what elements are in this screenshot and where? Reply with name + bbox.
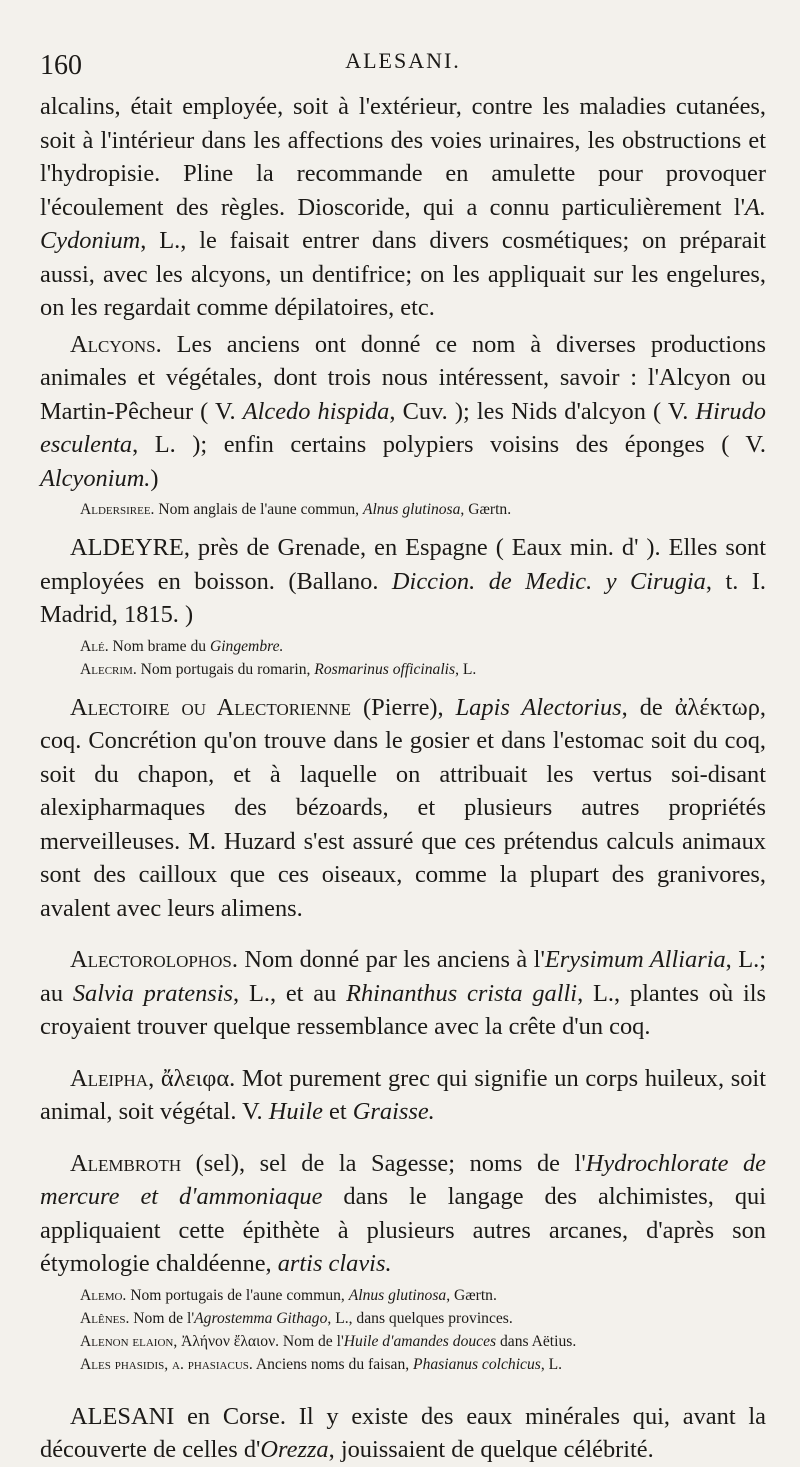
entry-ale: Alé. Nom brame du Gingembre. (80, 637, 284, 655)
entry-alcyons: Alcyons. Les anciens ont donné ce nom à diverses productions animales et végétales, dont trois nous intéressent, savoir : l'Alcyon ou Martin-Pêcheur ( V. Alcedo hispida, Cuv. ); les Nids d'alcyon ( V. Hirudo esculenta, L. ); enfin certains polypiers voisins des éponges ( V. Alcyonium.) (40, 330, 766, 492)
page-number: 160 (40, 50, 82, 81)
entry-alectorolophos: Alectorolophos. Nom donné par les anciens à l'Erysimum Alliaria, L.; au Salvia pratensis, L., et au Rhinanthus crista galli, L., plantes où ils croyaient trouver quelque ressemblance avec la crête d'un coq. (40, 946, 766, 1040)
running-title: ALESANI. (345, 48, 461, 73)
entry-alenon: Alenon elaion, Ἀλήνον ἔλαιον. Nom de l'Huile d'amandes douces dans Aëtius. (80, 1332, 577, 1350)
entry-aldersiree: Aldersiree. Nom anglais de l'aune commun, Alnus glutinosa, Gærtn. (80, 501, 512, 518)
entry-alembroth: Alembroth (sel), sel de la Sagesse; noms de l'Hydrochlorate de mercure et d'ammoniaque dans le langage des alchimistes, qui appliquaient cette épithète à plusieurs autres arcanes, d'après son étymologie chaldéenne, artis clavis. (40, 1149, 767, 1277)
entry-alesani: ALESANI en Corse. Il y existe des eaux minérales qui, avant la découverte de celles d'Orezza, jouissaient de quelque célébrité. (40, 1402, 766, 1463)
entry-aleipha: Aleipha, ἄλειφα. Mot purement grec qui signifie un corps huileux, soit animal, soit végétal. V. Huile et Graisse. (40, 1064, 766, 1125)
entry-aldeyre: ALDEYRE, près de Grenade, en Espagne ( Eaux min. d' ). Elles sont employées en boisson. (Ballano. Diccion. de Medic. y Cirugia, t. I. Madrid, 1815. ) (40, 534, 767, 628)
entry-ales: Ales phasidis, a. phasiacus. Anciens noms du faisan, Phasianus colchicus, L. (80, 1355, 563, 1373)
running-head (40, 44, 766, 90)
entry-alecrim: Alecrim. Nom portugais du romarin, Rosmarinus officinalis, L. (80, 660, 477, 678)
entry-alectoire: Alectoire ou Alectorienne (Pierre), Lapis Alectorius, de ἀλέκτωρ, coq. Concrétion qu'on trouve dans le gosier et dans l'estomac soit du coq, soit du chapon, et à laquelle on attribuait les vertus soi-disant alexipharmaques des bézoards, et plusieurs autres propriétés merveilleuses. M. Huzard s'est assuré que ces prétendus calculs animaux sont des cailloux que ces oiseaux, comme la plupart des granivores, avalent avec leurs alimens. (40, 693, 766, 922)
entry-alemo: Alemo. Nom portugais de l'aune commun, Alnus glutinosa, Gærtn. (80, 1286, 497, 1304)
entry-continuation: alcalins, était employée, soit à l'extérieur, contre les maladies cutanées, soit à l'intérieur dans les affections des voies urinaires, les obstructions et l'hydropisie. Pline la recommande en amulette pour provoquer l'écoulement des règles. Dioscoride, qui a connu particulièrement l'A. Cydonium, L., le faisait entrer dans divers cosmétiques; on préparait aussi, avec les alcyons, un dentifrice; on les appliquait sur les engelures, on les regardait comme dépilatoires, etc. (40, 93, 766, 321)
entry-alenes: Alênes. Nom de l'Agrostemma Githago, L., dans quelques provinces. (80, 1309, 513, 1327)
